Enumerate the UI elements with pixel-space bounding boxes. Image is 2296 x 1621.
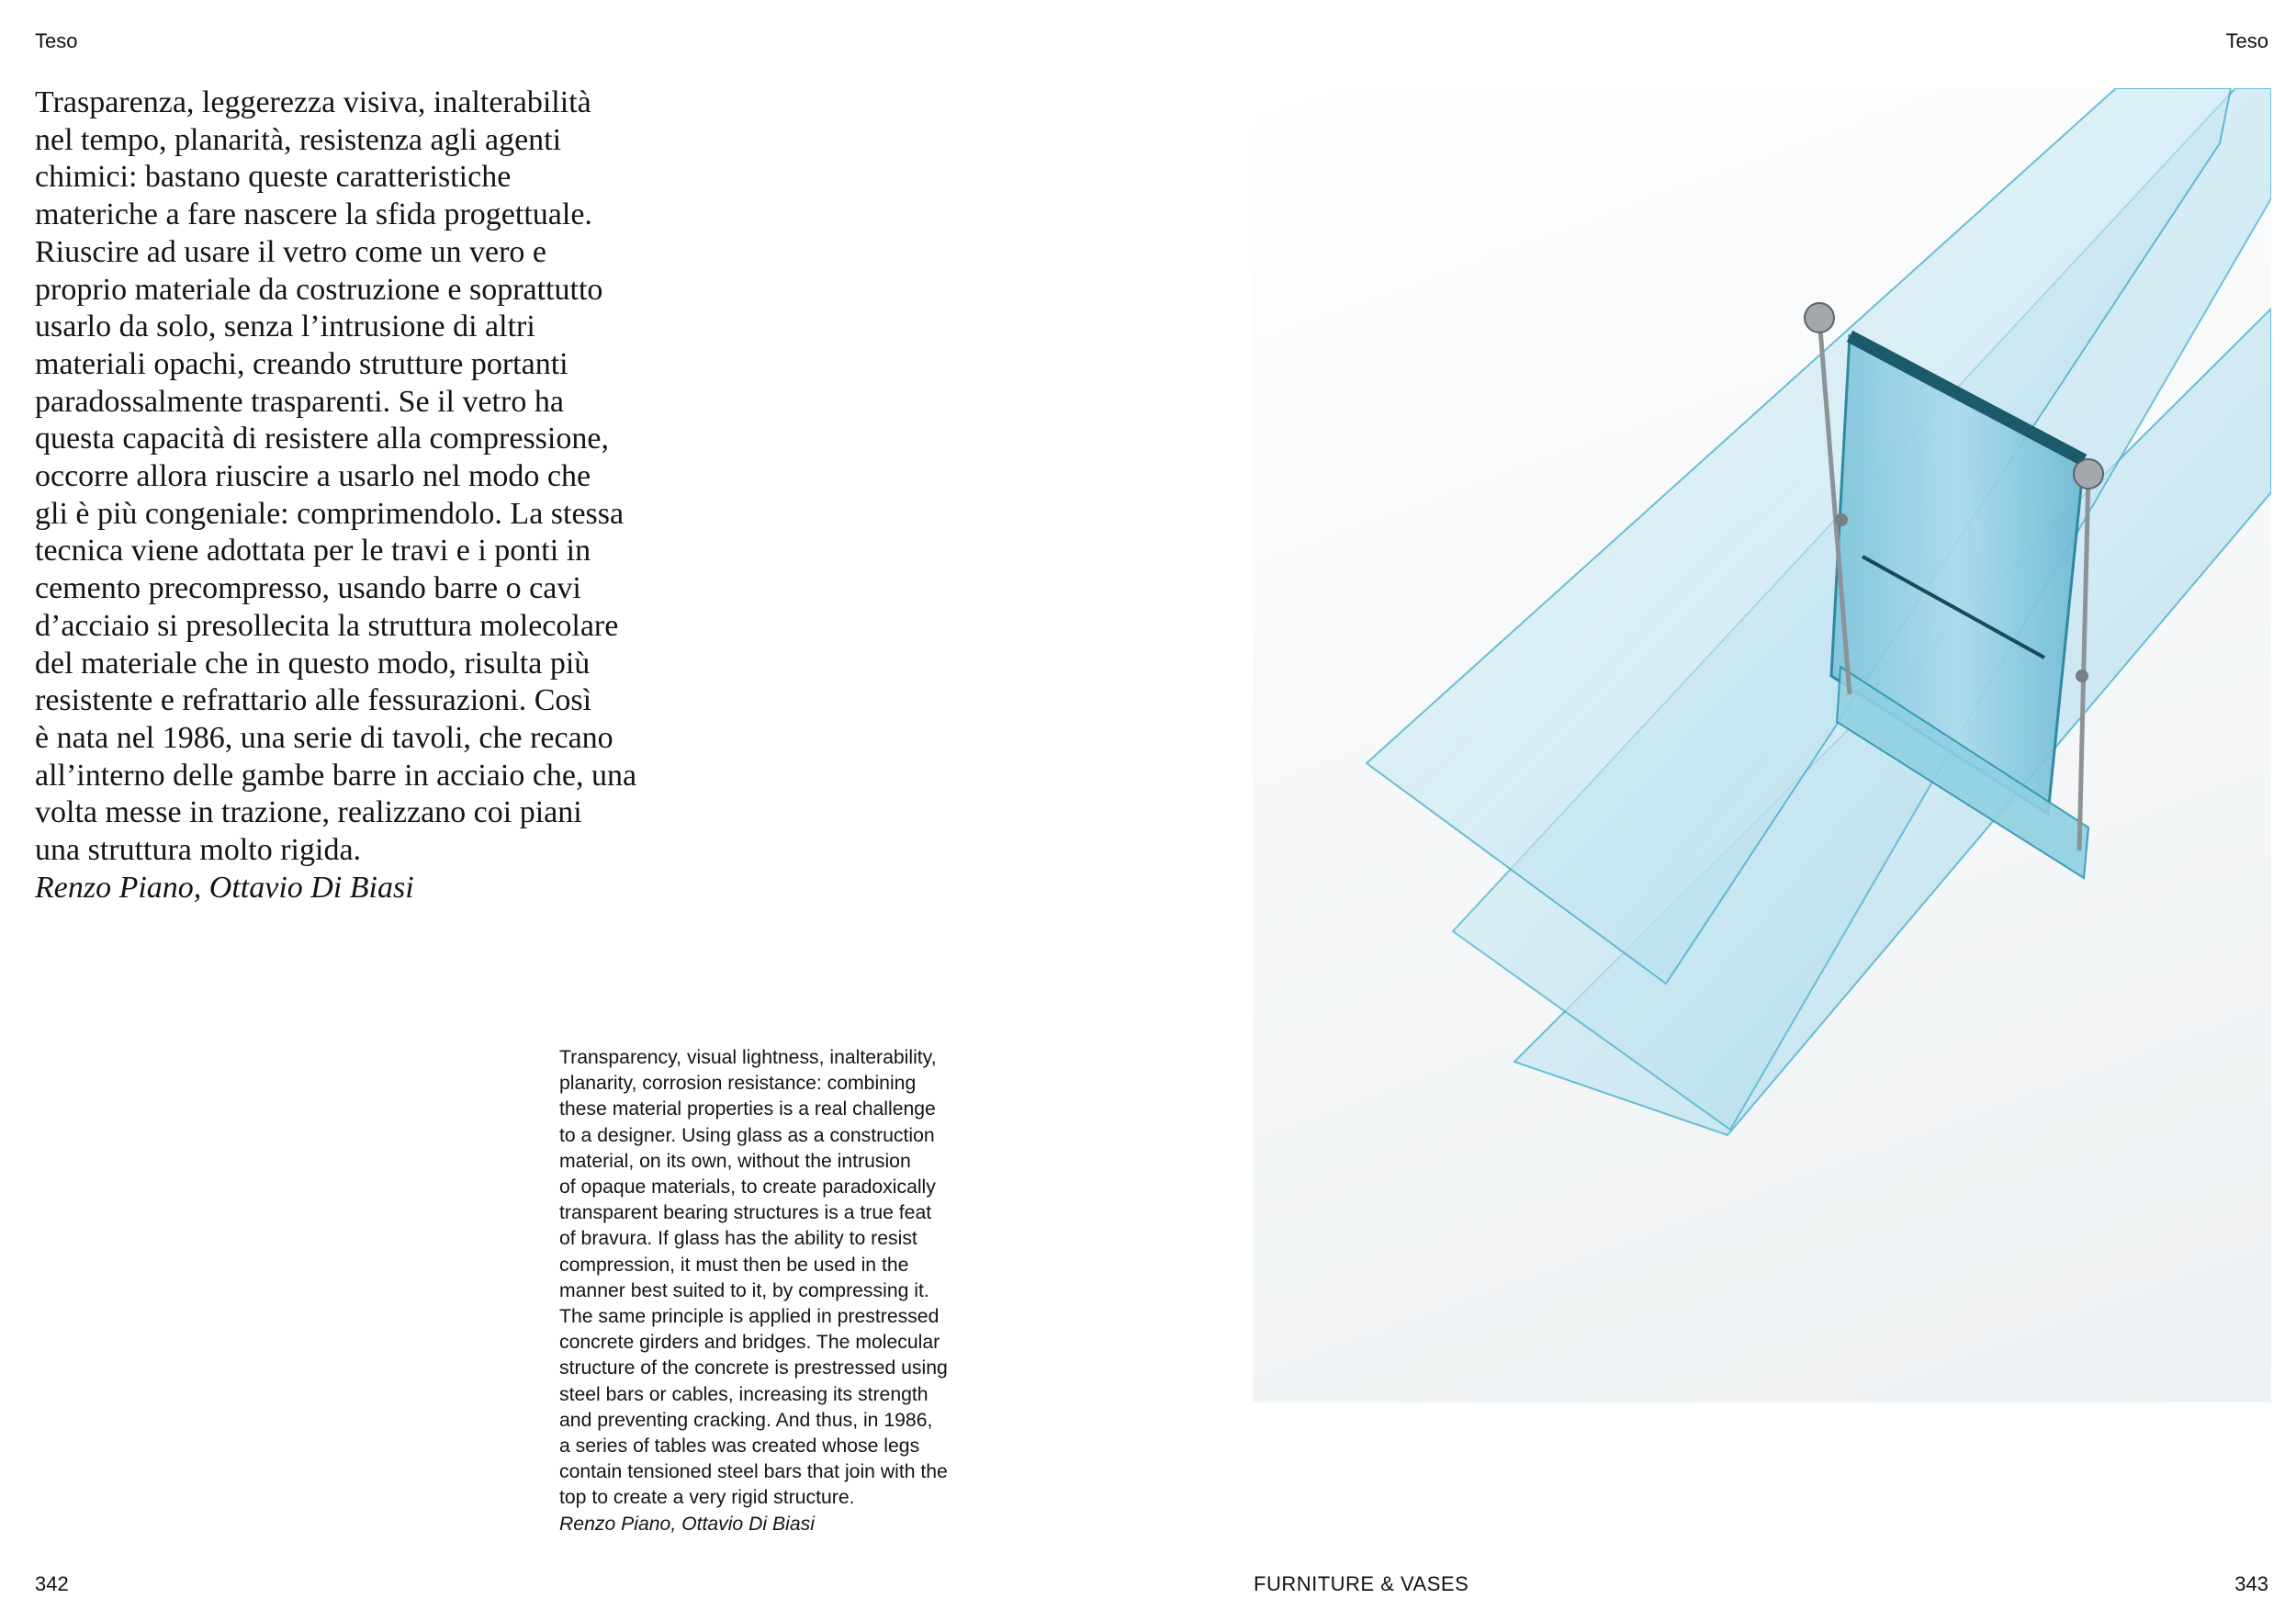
glass-table-illustration bbox=[1253, 88, 2271, 1402]
section-label: FURNITURE & VASES bbox=[1254, 1572, 1469, 1595]
english-credit: Renzo Piano, Ottavio Di Biasi bbox=[559, 1513, 815, 1535]
english-paragraph: Transparency, visual lightness, inalterability, planarity, corrosion resistance: combining these material properties is a real challenge to a designer. Using glass as a construction material, on its own, without the intrusion of opaque materials, to create paradoxically transparent bearing structures is a true feat of bravura. If glass has the ability to resist compression, it must then be used in the manner best suited to it, by compressing it. The same principle is applied in prestressed concrete girders and bridges. The molecular structure of the concrete is prestressed using steel bars or cables, increasing its strength and preventing cracking. And thus, in 1986, a series of tables was created whose legs contain tensioned steel bars that join with the top to create a very rigid structure. bbox=[559, 1047, 948, 1509]
running-head-left: Teso bbox=[35, 29, 78, 52]
english-body-text bbox=[559, 1045, 1019, 1537]
italian-credit: Renzo Piano, Ottavio Di Biasi bbox=[35, 870, 414, 905]
italian-paragraph: Trasparenza, leggerezza visiva, inalterabilità nel tempo, planarità, resistenza agli agenti chimici: bastano queste caratteristiche materiche a fare nascere la sfida progettuale. Riuscire ad usare il vetro come un vero e proprio materiale da costruzione e soprattutto usarlo da solo, senza l’intrusione di altri materiali opachi, creando strutture portanti paradossalmente trasparenti. Se il vetro ha questa capacità di resistere alla compressione, occorre allora riuscire a usarlo nel modo che gli è più congeniale: comprimendolo. La stessa tecnica viene adottata per le travi e i ponti in cemento precompresso, usando barre o cavi d’acciaio si presollecita la struttura molecolare del materiale che in questo modo, risulta più resistente e refrattario alle fessurazioni. Così è nata nel 1986, una serie di tavoli, che recano all’interno delle gambe barre in acciaio che, una volta messe in trazione, realizzano coi piani una struttura molto rigida. bbox=[35, 85, 637, 868]
product-photo bbox=[1253, 88, 2271, 1402]
page-number-left: 342 bbox=[35, 1572, 69, 1595]
italian-body-text bbox=[35, 84, 751, 906]
running-head-right: Teso bbox=[2225, 29, 2268, 52]
page-number-right: 343 bbox=[2234, 1572, 2268, 1595]
